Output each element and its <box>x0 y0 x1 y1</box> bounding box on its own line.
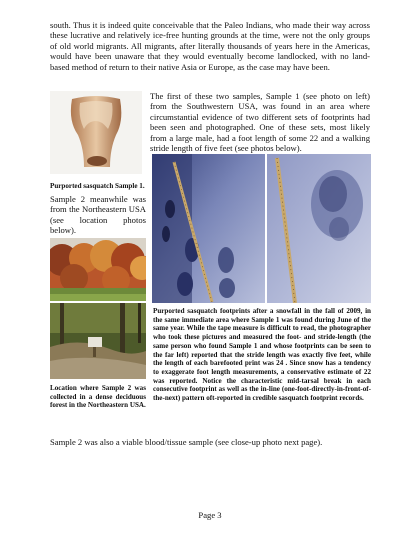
sample1-caption: Purported sasquatch Sample 1. <box>50 182 145 190</box>
footprint-caption: Purported sasquatch footprints after a snowfall in the fall of 2009, in the same immediate area where Sample 1 was found during June of the same year. While the tape measure is difficult to read, the photographer who took these pictures and measured the foot- and stride-length (the same person who found Sample 1 and whose footprints can be seen to the far left) reported that the stride length was exactly five feet, while the length of each barefooted print was 24 . Since snow has a tendency to exaggerate foot length measurements, a conservative estimate of 22 was reported. Notice the characteristic mid-tarsal break in each consecutive footprint as well as the in-line (one-foot-directly-in-front-of-the-next) pattern oft-reported in credible sasquatch footprint records. <box>153 307 371 403</box>
ground-location-photo <box>50 303 146 379</box>
location-caption: Location where Sample 2 was collected in a dense deciduous forest in the Northeastern USA. <box>50 384 146 410</box>
footprint-photo-right <box>267 154 371 303</box>
forest-location-photo <box>50 238 146 301</box>
sample2-paragraph: Sample 2 meanwhile was from the Northeastern USA (see location photos below). <box>50 194 146 236</box>
closing-paragraph: Sample 2 was also a viable blood/tissue sample (see close-up photo next page). <box>50 437 323 447</box>
sample1-photo <box>50 91 142 174</box>
footprint-photo-left <box>152 154 265 303</box>
intro-paragraph: south. Thus it is indeed quite conceivable that the Paleo Indians, who made their way across these lucrative and relatively ice-free hunting grounds at the time, were not the only groups of old world migrants. All migrants, after literally thousands of years here in the Americas, would have been unaware that they would eventually become landlocked, with no land-based method of return to their native Asia or Europe, as the case may have been. <box>50 20 370 72</box>
sample1-paragraph: The first of these two samples, Sample 1 (see photo on left) from the Southwestern USA, was found in an area where circumstantial evidence of two different sets of footprints had been seen and photographed. One of these sets, most likely from a large male, had a foot length of some 22 and a walking stride length of five feet (see photos below). <box>150 91 370 154</box>
page-number: Page 3 <box>198 510 222 520</box>
